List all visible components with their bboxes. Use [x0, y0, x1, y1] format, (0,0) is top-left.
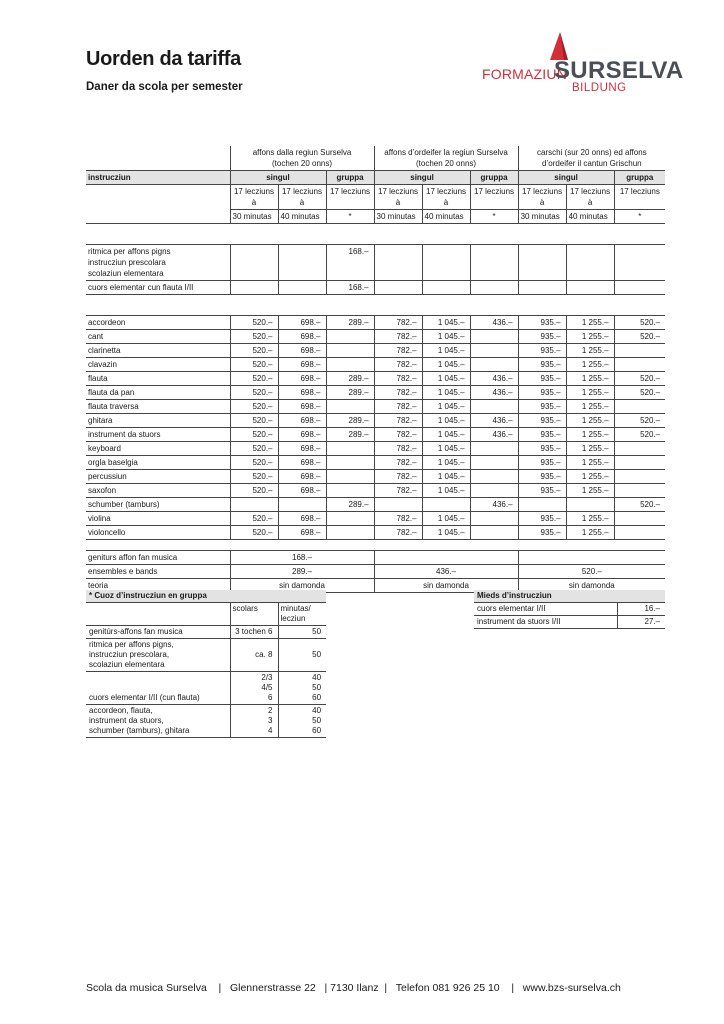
- price-row: [86, 281, 665, 295]
- price-cell: 782.–: [374, 400, 422, 414]
- price-row: [86, 456, 665, 470]
- price-cell: [470, 526, 518, 540]
- price-cell: 289.–: [326, 372, 374, 386]
- price-cell: 289.–: [326, 316, 374, 330]
- price-cell: [518, 245, 566, 281]
- price-row: [86, 484, 665, 498]
- instrument-name: keyboard: [86, 442, 230, 456]
- price-cell: 1 255.–: [566, 386, 614, 400]
- price-cell: sin damonda: [374, 579, 518, 593]
- price-cell: 520.–: [518, 565, 665, 579]
- price-cell: [278, 281, 326, 295]
- teaching-material-table: [474, 590, 665, 629]
- service-name: teoria: [86, 579, 230, 593]
- price-cell: 782.–: [374, 470, 422, 484]
- price-cell: 698.–: [278, 358, 326, 372]
- price-row: [86, 330, 665, 344]
- price-cell: 698.–: [278, 442, 326, 456]
- price-row: [86, 551, 665, 565]
- lessons-cell: 17 lecziuns à: [374, 185, 422, 210]
- price-cell: 698.–: [278, 484, 326, 498]
- price-cell: 520.–: [614, 428, 665, 442]
- instrucziun-header: instrucziun: [86, 171, 230, 185]
- price-cell: [422, 281, 470, 295]
- instrument-name: violoncello: [86, 526, 230, 540]
- minutas-value: 50: [278, 639, 326, 672]
- price-cell: [278, 498, 326, 512]
- price-cell: 698.–: [278, 428, 326, 442]
- price-cell: [470, 512, 518, 526]
- price-cell: 1 255.–: [566, 414, 614, 428]
- price-cell: [326, 484, 374, 498]
- price-cell: 1 045.–: [422, 330, 470, 344]
- price-cell: 698.–: [278, 386, 326, 400]
- price-cell: 436.–: [470, 386, 518, 400]
- price-cell: [374, 245, 422, 281]
- price-cell: 935.–: [518, 330, 566, 344]
- lessons-cell: 17 lecziuns à: [230, 185, 278, 210]
- group-header-row: [86, 603, 326, 626]
- scolars-header: scolars: [230, 603, 278, 626]
- lessons-cell: 17 lecziuns à: [278, 185, 326, 210]
- price-row: [86, 470, 665, 484]
- group-lessons-title: * Cuoz d’instrucziun en gruppa: [86, 590, 326, 603]
- type-header-row: [86, 171, 665, 185]
- price-cell: 1 045.–: [422, 344, 470, 358]
- price-cell: 1 045.–: [422, 512, 470, 526]
- spacer: [86, 224, 665, 235]
- price-cell: [470, 281, 518, 295]
- price-cell: 520.–: [614, 330, 665, 344]
- price-cell: 520.–: [230, 484, 278, 498]
- logo-text-surselva: SURSELVA: [554, 57, 684, 84]
- minutas-value: 40 50 60: [278, 672, 326, 705]
- price-cell: [470, 456, 518, 470]
- price-cell: 1 255.–: [566, 428, 614, 442]
- minutes-cell: *: [614, 210, 665, 224]
- price-cell: 698.–: [278, 330, 326, 344]
- price-cell: 1 255.–: [566, 344, 614, 358]
- price-cell: 698.–: [278, 470, 326, 484]
- price-cell: [326, 470, 374, 484]
- price-cell: [614, 344, 665, 358]
- price-cell: [614, 484, 665, 498]
- price-cell: 935.–: [518, 358, 566, 372]
- price-cell: 168.–: [326, 281, 374, 295]
- price-cell: 935.–: [518, 344, 566, 358]
- price-cell: 782.–: [374, 484, 422, 498]
- price-cell: 935.–: [518, 442, 566, 456]
- instrument-name: ritmica per affons pigns instrucziun prescolara scolaziun elementara: [86, 245, 230, 281]
- price-cell: 1 255.–: [566, 484, 614, 498]
- price-cell: 935.–: [518, 386, 566, 400]
- page-title: Uorden da tariffa: [86, 48, 241, 70]
- material-price: 27.–: [617, 616, 665, 629]
- tariff-table: [86, 146, 665, 593]
- price-cell: [614, 400, 665, 414]
- price-cell: [326, 526, 374, 540]
- minutes-cell: 30 minutas: [374, 210, 422, 224]
- price-cell: 935.–: [518, 372, 566, 386]
- price-row: [86, 414, 665, 428]
- price-cell: 436.–: [374, 565, 518, 579]
- instrument-name: accordeon: [86, 316, 230, 330]
- minutes-cell: 40 minutas: [566, 210, 614, 224]
- price-cell: 436.–: [470, 372, 518, 386]
- empty-cell: [86, 603, 230, 626]
- gruppa-header: gruppa: [614, 171, 665, 185]
- price-row: [86, 565, 665, 579]
- price-cell: [278, 245, 326, 281]
- spacer-row: [86, 224, 665, 235]
- minutas-header: minutas/ lecziun: [278, 603, 326, 626]
- spacer-row: [86, 295, 665, 306]
- price-cell: [470, 400, 518, 414]
- lessons-cell: 17 lecziuns: [614, 185, 665, 210]
- price-cell: 1 045.–: [422, 484, 470, 498]
- price-cell: [614, 470, 665, 484]
- price-row: [86, 358, 665, 372]
- price-cell: 782.–: [374, 316, 422, 330]
- price-cell: 520.–: [230, 428, 278, 442]
- price-cell: 698.–: [278, 512, 326, 526]
- price-cell: 436.–: [470, 428, 518, 442]
- spacer: [86, 234, 665, 245]
- price-row: [86, 245, 665, 281]
- gruppa-header: gruppa: [470, 171, 518, 185]
- minutes-cell: 40 minutas: [278, 210, 326, 224]
- minutas-value: 50: [278, 626, 326, 639]
- price-cell: 1 045.–: [422, 386, 470, 400]
- material-price: 16.–: [617, 603, 665, 616]
- spacer-row: [86, 305, 665, 316]
- price-cell: 698.–: [278, 526, 326, 540]
- price-cell: 1 045.–: [422, 316, 470, 330]
- price-cell: 520.–: [614, 372, 665, 386]
- minutes-cell: *: [470, 210, 518, 224]
- price-cell: 935.–: [518, 484, 566, 498]
- price-cell: 520.–: [614, 498, 665, 512]
- price-cell: 289.–: [326, 498, 374, 512]
- price-cell: [374, 281, 422, 295]
- price-cell: 935.–: [518, 456, 566, 470]
- price-cell: 935.–: [518, 414, 566, 428]
- price-cell: 782.–: [374, 330, 422, 344]
- price-cell: 520.–: [614, 316, 665, 330]
- price-cell: 1 255.–: [566, 470, 614, 484]
- price-cell: 1 045.–: [422, 526, 470, 540]
- group-course-name: cuors elementar I/II (cun flauta): [86, 672, 230, 705]
- price-cell: [422, 245, 470, 281]
- price-cell: [614, 245, 665, 281]
- group-header: carschi (sur 20 onns) ed affons d’ordeifer il cantun Grischun: [536, 148, 647, 168]
- price-cell: 1 255.–: [566, 400, 614, 414]
- price-cell: [566, 245, 614, 281]
- price-row: [86, 344, 665, 358]
- group-lessons-table: [86, 590, 326, 738]
- price-cell: 1 045.–: [422, 428, 470, 442]
- minutes-cell: 30 minutas: [230, 210, 278, 224]
- price-cell: [326, 442, 374, 456]
- price-cell: 698.–: [278, 456, 326, 470]
- service-name: ensembles e bands: [86, 565, 230, 579]
- price-cell: [470, 245, 518, 281]
- spacer-row: [86, 540, 665, 551]
- price-cell: [566, 281, 614, 295]
- empty-cell: [86, 146, 230, 171]
- price-cell: [470, 442, 518, 456]
- price-cell: 782.–: [374, 428, 422, 442]
- price-cell: 436.–: [470, 498, 518, 512]
- price-cell: [326, 400, 374, 414]
- group-course-name: ritmica per affons pigns, instrucziun prescolara, scolaziun elementara: [86, 639, 230, 672]
- price-cell: [614, 512, 665, 526]
- price-cell: [470, 330, 518, 344]
- gruppa-header: gruppa: [326, 171, 374, 185]
- instrument-name: instrument da stuors: [86, 428, 230, 442]
- formaziun-surselva-logo: [482, 30, 682, 100]
- instrument-name: cant: [86, 330, 230, 344]
- group-header: affons d’ordeifer la regiun Surselva (tochen 20 onns): [374, 146, 518, 171]
- page-subtitle: Daner da scola per semester: [86, 81, 243, 93]
- price-cell: [230, 245, 278, 281]
- price-cell: 698.–: [278, 372, 326, 386]
- price-cell: [518, 551, 665, 565]
- price-cell: [518, 498, 566, 512]
- group-header-row: [86, 146, 665, 171]
- lessons-cell: 17 lecziuns à: [422, 185, 470, 210]
- price-cell: 289.–: [326, 428, 374, 442]
- price-cell: 1 255.–: [566, 526, 614, 540]
- minutas-value: 40 50 60: [278, 705, 326, 738]
- instrument-name: violina: [86, 512, 230, 526]
- price-cell: 436.–: [470, 414, 518, 428]
- price-cell: 1 255.–: [566, 456, 614, 470]
- price-cell: [614, 456, 665, 470]
- singul-header: singul: [230, 171, 326, 185]
- price-cell: [470, 358, 518, 372]
- group-row: [86, 639, 326, 672]
- lessons-cell: 17 lecziuns: [326, 185, 374, 210]
- price-cell: [566, 498, 614, 512]
- price-cell: 520.–: [230, 456, 278, 470]
- price-cell: [614, 526, 665, 540]
- price-cell: 782.–: [374, 386, 422, 400]
- price-cell: 289.–: [326, 386, 374, 400]
- singul-header: singul: [374, 171, 470, 185]
- price-cell: 1 255.–: [566, 372, 614, 386]
- price-cell: 520.–: [230, 372, 278, 386]
- price-cell: 782.–: [374, 358, 422, 372]
- price-cell: 520.–: [230, 512, 278, 526]
- logo-text-bildung: BILDUNG: [572, 82, 627, 94]
- price-cell: 1 255.–: [566, 330, 614, 344]
- price-cell: [230, 281, 278, 295]
- group-course-name: accordeon, flauta, instrument da stuors, schumber (tamburs), ghitara: [86, 705, 230, 738]
- price-cell: 1 255.–: [566, 316, 614, 330]
- service-name: geniturs affon fan musica: [86, 551, 230, 565]
- instrument-name: saxofon: [86, 484, 230, 498]
- price-cell: 520.–: [230, 386, 278, 400]
- group-row: [86, 626, 326, 639]
- price-cell: [374, 498, 422, 512]
- price-cell: 935.–: [518, 400, 566, 414]
- price-cell: 935.–: [518, 428, 566, 442]
- price-cell: 1 045.–: [422, 372, 470, 386]
- instrument-name: clarinetta: [86, 344, 230, 358]
- price-cell: [422, 498, 470, 512]
- price-cell: 436.–: [470, 316, 518, 330]
- price-cell: 698.–: [278, 414, 326, 428]
- price-cell: [470, 344, 518, 358]
- price-cell: 782.–: [374, 526, 422, 540]
- instrument-name: flauta: [86, 372, 230, 386]
- mieds-title-row: [474, 590, 665, 603]
- price-cell: sin damonda: [230, 579, 374, 593]
- mieds-title: Mieds d’instrucziun: [474, 590, 665, 603]
- price-cell: 1 045.–: [422, 400, 470, 414]
- price-cell: 698.–: [278, 316, 326, 330]
- instrument-name: flauta da pan: [86, 386, 230, 400]
- lessons-cell: 17 lecziuns à: [518, 185, 566, 210]
- price-cell: [326, 456, 374, 470]
- price-cell: 1 045.–: [422, 470, 470, 484]
- singul-header: singul: [518, 171, 614, 185]
- instrument-name: schumber (tamburs): [86, 498, 230, 512]
- price-cell: 935.–: [518, 316, 566, 330]
- price-row: [86, 372, 665, 386]
- group-header: affons dalla regiun Surselva (tochen 20 onns): [230, 146, 374, 171]
- price-cell: [326, 330, 374, 344]
- price-cell: 782.–: [374, 456, 422, 470]
- price-cell: 520.–: [230, 316, 278, 330]
- spacer: [86, 540, 665, 551]
- price-cell: 520.–: [230, 526, 278, 540]
- price-cell: 520.–: [230, 344, 278, 358]
- scolars-value: ca. 8: [230, 639, 278, 672]
- group-title-row: [86, 590, 326, 603]
- price-cell: 1 045.–: [422, 358, 470, 372]
- price-cell: 1 255.–: [566, 442, 614, 456]
- price-cell: 520.–: [614, 414, 665, 428]
- scolars-value: 2/3 4/5 6: [230, 672, 278, 705]
- price-row: [86, 386, 665, 400]
- price-row: [86, 526, 665, 540]
- price-cell: [614, 442, 665, 456]
- instrument-name: flauta traversa: [86, 400, 230, 414]
- price-cell: 520.–: [230, 442, 278, 456]
- lessons-row: [86, 185, 665, 210]
- price-cell: [518, 281, 566, 295]
- lessons-cell: 17 lecziuns à: [566, 185, 614, 210]
- spacer: [86, 295, 665, 306]
- footer-address: Scola da musica Surselva | Glennerstrasse 22 | 7130 Ilanz | Telefon 081 926 25 10 | www.bzs-surselva.ch: [86, 982, 621, 994]
- mieds-row: [474, 616, 665, 629]
- price-row: [86, 428, 665, 442]
- minutes-cell: *: [326, 210, 374, 224]
- minutes-row: [86, 210, 665, 224]
- instrument-name: ghitara: [86, 414, 230, 428]
- price-cell: 935.–: [518, 470, 566, 484]
- price-cell: 168.–: [326, 245, 374, 281]
- material-name: instrument da stuors I/II: [474, 616, 617, 629]
- price-cell: 698.–: [278, 400, 326, 414]
- price-cell: 520.–: [230, 330, 278, 344]
- price-cell: 1 045.–: [422, 442, 470, 456]
- price-cell: [326, 358, 374, 372]
- instrument-name: cuors elementar cun flauta I/II: [86, 281, 230, 295]
- price-cell: 168.–: [230, 551, 374, 565]
- price-cell: [470, 470, 518, 484]
- price-cell: 520.–: [230, 400, 278, 414]
- lessons-cell: 17 lecziuns: [470, 185, 518, 210]
- price-cell: 520.–: [230, 470, 278, 484]
- price-row: [86, 442, 665, 456]
- group-row: [86, 705, 326, 738]
- minutes-cell: 40 minutas: [422, 210, 470, 224]
- scolars-value: 3 tochen 6: [230, 626, 278, 639]
- mieds-row: [474, 603, 665, 616]
- price-cell: 520.–: [230, 414, 278, 428]
- price-cell: 782.–: [374, 372, 422, 386]
- price-cell: [470, 484, 518, 498]
- price-cell: 520.–: [614, 386, 665, 400]
- price-row: [86, 316, 665, 330]
- price-cell: 782.–: [374, 414, 422, 428]
- minutes-cell: 30 minutas: [518, 210, 566, 224]
- group-course-name: genitúrs-affons fan musica: [86, 626, 230, 639]
- price-cell: 782.–: [374, 344, 422, 358]
- instrument-name: clavazin: [86, 358, 230, 372]
- price-cell: 1 255.–: [566, 512, 614, 526]
- group-row: [86, 672, 326, 705]
- material-name: cuors elementar I/II: [474, 603, 617, 616]
- empty-cell: [86, 185, 230, 210]
- price-cell: 1 255.–: [566, 358, 614, 372]
- price-cell: [326, 512, 374, 526]
- price-cell: 698.–: [278, 344, 326, 358]
- instrument-name: percussiun: [86, 470, 230, 484]
- spacer-row: [86, 234, 665, 245]
- scolars-value: 2 3 4: [230, 705, 278, 738]
- price-cell: sin damonda: [518, 579, 665, 593]
- empty-cell: [86, 210, 230, 224]
- logo-text-formaziun: FORMAZIUN: [482, 66, 568, 82]
- price-cell: 782.–: [374, 512, 422, 526]
- price-cell: 1 045.–: [422, 456, 470, 470]
- price-row: [86, 498, 665, 512]
- spacer: [86, 305, 665, 316]
- price-cell: 289.–: [326, 414, 374, 428]
- price-cell: 935.–: [518, 526, 566, 540]
- price-cell: [374, 551, 518, 565]
- price-cell: 1 045.–: [422, 414, 470, 428]
- price-cell: [614, 358, 665, 372]
- price-cell: 520.–: [230, 358, 278, 372]
- price-cell: [326, 344, 374, 358]
- price-cell: 289.–: [230, 565, 374, 579]
- price-row: [86, 400, 665, 414]
- price-cell: 782.–: [374, 442, 422, 456]
- price-row: [86, 512, 665, 526]
- price-cell: 935.–: [518, 512, 566, 526]
- price-cell: [230, 498, 278, 512]
- instrument-name: orgla baselgia: [86, 456, 230, 470]
- price-cell: [614, 281, 665, 295]
